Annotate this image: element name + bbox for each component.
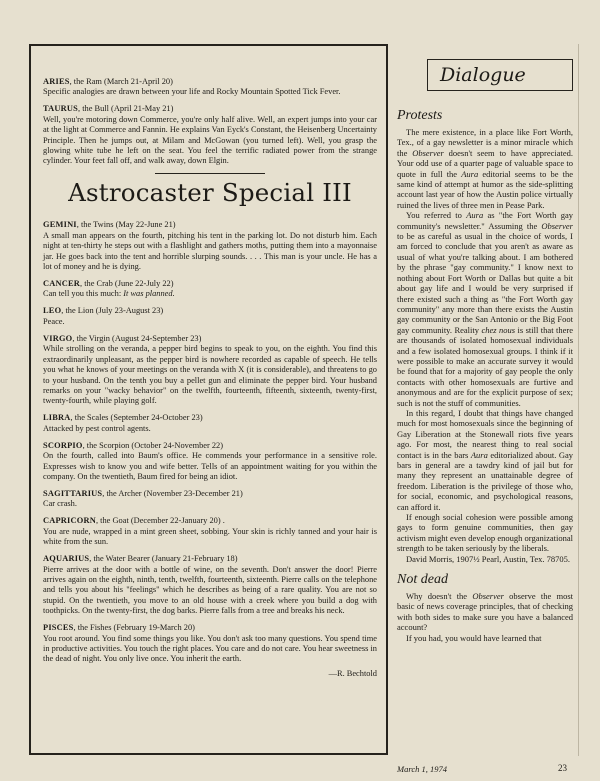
text-run: is still that there are thousands of isolated homosexual individuals and a few isolated homosexual groups. I think if it were possible to make an accurate survey it would be found that for a majority of gay people the only contacts with other homosexuals are furtive and anonymous and are for the explicit purpose of sex; such is not the stuff of communities.	[397, 324, 573, 408]
horoscope-entry-sagittarius	[43, 489, 377, 510]
text-emphasis: Observer	[472, 591, 504, 602]
sign-dates: , the Ram (March 21-April 20)	[69, 77, 173, 86]
sign-dates: , the Fishes (February 19-March 20)	[73, 623, 195, 633]
letters-column	[397, 108, 573, 643]
horoscope-entry-gemini	[43, 220, 377, 272]
astrocaster-box	[29, 44, 388, 755]
sign-dates: , the Goat (December 22-January 20) .	[95, 516, 225, 526]
letter-paragraph	[397, 408, 573, 512]
sign-text: You root around. You find some things you like. You don't ask too many questions. You spend time in productive activities. You touch the right places. You care and do not care. You hear sweetness in the dead of night. You only live once. You inherit the earth.	[43, 633, 377, 664]
sign-name: TAURUS	[43, 104, 79, 114]
text-run: The mere existence, in a place like Fort Worth, Tex., of a gay newsletter is a minor miracle which the	[397, 127, 573, 158]
issue-date: March 1, 1974	[397, 764, 447, 774]
letter-heading-not-dead: Not dead	[397, 572, 448, 588]
horoscope-entry-leo	[43, 306, 377, 327]
text-run: as "the Fort Worth gay community's newsletter." Assuming the	[397, 210, 573, 231]
sign-name: GEMINI	[43, 220, 77, 230]
sign-name: CAPRICORN	[43, 516, 96, 526]
dialogue-header-text: Dialogue	[440, 64, 526, 86]
sign-text: Attacked by pest control agents.	[43, 423, 151, 433]
sign-text: Pierre arrives at the door with a bottle of wine, on the seventh. Don't answer the door! Pierre arrives again on the eighth, ninth, tenth, twelfth, fourteenth, sixteenth. Pierre calls on the telephone and tells you about his "feelings" which he describes as being of a rare quality. You are not so stupid. On the twentieth, you move to an old house with a creek where you build a dog with toothpicks. On the twenty-first, the dog barks. Pierre falls from a tree and breaks his neck.	[43, 564, 377, 616]
letter-paragraph	[397, 127, 573, 210]
horoscope-entry-aquarius	[43, 554, 377, 616]
text-emphasis: chez nous	[481, 324, 516, 335]
text-run: to be as careful as usual in the choice of words, I am forced to conclude that you aren't as aware as usual of what you're talking about. I am bothered by the phrase "gay community." I know next to nothing about Fort Worth or Dallas but quite a bit about gay life and I would be very surprised if there existed such a thing as "the Fort Worth gay community" any more than there exists the Austin gay community or the San Antonio or the Big Foot gay community. Reality	[397, 231, 573, 335]
sign-name: SCORPIO	[43, 440, 83, 450]
title-divider	[155, 173, 265, 174]
sign-dates: , the Archer (November 23-December 21)	[102, 488, 243, 498]
sign-dates: , the Bull (April 21-May 21)	[78, 104, 174, 114]
text-run: Why doesn't the	[406, 591, 473, 602]
horoscope-entry-taurus	[43, 104, 377, 166]
sign-dates: , the Twins (May 22-June 21)	[76, 220, 176, 230]
dialogue-section-header	[427, 59, 573, 91]
sign-dates: , the Lion (July 23-August 23)	[61, 306, 164, 316]
letter-heading-protests: Protests	[397, 108, 443, 123]
text-emphasis: Observer	[412, 147, 444, 158]
sign-text: On the fourth, called into Baum's office. He commends your performance in a sensitive role. Expresses wish to know you and wife better. Tells of an appointment waiting for you within the company. On the twentieth, Baum fired for being an idiot.	[43, 451, 377, 481]
text-emphasis: Aura	[466, 210, 484, 221]
page-number: 23	[558, 763, 567, 773]
margin-rule	[578, 44, 579, 756]
sign-name: LEO	[43, 306, 62, 316]
horoscope-entry-libra	[43, 413, 377, 434]
horoscope-entry-virgo	[43, 334, 377, 407]
text-run: You referred to	[406, 210, 467, 221]
letter-paragraph	[397, 210, 573, 408]
sign-dates: , the Scorpion (October 24-November 22)	[82, 440, 224, 450]
sign-name: VIRGO	[43, 333, 73, 343]
sign-text: While strolling on the veranda, a pepper bird begins to speak to you, on the eighth. You find this extraordinarily unpleasant, as the pepper bird is nowhere recorded as capable of speech. He tells you what he knows of your meetings on the veranda with X (it is considerable), and threatens to go to your husband. On the tenth you buy a pellet gun and eliminate the pepper bird. Your husband remarks on your "wacky behavior" on the twelfth, fourteenth, fifteenth, sixteenth, twenty-first, twenty-fourth, while playing golf.	[43, 344, 377, 406]
sign-text: Well, you're motoring down Commerce, you're only half alive. Well, an expert jumps into your car at the light at Commerce and Fannin. He explains Van Eyck's Constant, the Heisenberg Uncertainty Principle. Then he jumps out, at Milam and McGowan (you turned left). Well, you grasp the glowing white tube he left on the seat. You feel the terrific radiated power from the strange cylinder. Your feet fall off, and walk away, down Elgin.	[43, 114, 377, 166]
horoscope-entry-scorpio	[43, 441, 377, 483]
text-run: doesn't seem to have appreciated. Your odd use of a quarter page of valuable space to quote in full the	[397, 147, 574, 179]
letter-paragraph	[397, 591, 573, 633]
sign-text: A small man appears on the fourth, pitching his tent in the parking lot. Do not disturb him. Each night at ten-thirty he steps out with a flashlight and gathers moths, putting them into a mayonnaise jar. He goes back into the tent and horrible slurping sounds. . . . This man is your uncle. He has a lot of money and he is dying.	[43, 230, 377, 272]
text-run: editorialized about. Gay bars in general are a tawdry kind of jail but for many they represent an unattainable degree of freedom. Liberation is the privilege of those who, for social, economic, and psychological reasons, can afford it.	[397, 449, 573, 512]
horoscope-entry-pisces	[43, 623, 377, 665]
sign-name: SAGITTARIUS	[43, 488, 103, 498]
sign-text: You are nude, wrapped in a mint green sheet, sobbing. Your skin is richly tanned and your hair is white from the sun.	[43, 526, 377, 547]
sign-name: ARIES	[43, 77, 70, 86]
sign-text: Peace.	[43, 316, 65, 326]
text-run: In this regard, I doubt that things have changed much for most homosexuals since the beginning of Gay Liberation at the Stonewall riots five years ago. For most, the nearest thing to real social contact is in the bars	[397, 407, 573, 460]
horoscope-entry-aries	[43, 77, 377, 98]
sign-text-emphasis: It was planned.	[123, 289, 175, 299]
sign-name: CANCER	[43, 279, 81, 289]
sign-name: LIBRA	[43, 413, 71, 423]
sign-name: AQUARIUS	[43, 554, 90, 564]
sign-text-plain: Can tell you this much:	[43, 289, 124, 299]
text-emphasis: Aura	[470, 449, 488, 460]
sign-dates: , the Virgin (August 24-September 23)	[72, 333, 202, 343]
text-run: editorial seems to be the same kind of attempt at humor as the side-splitting account last year of how the Austin police virtually ruined the lives of three men in Pease Park.	[397, 168, 573, 210]
sign-dates: , the Crab (June 22-July 22)	[80, 279, 174, 289]
letter-signature: David Morris, 1907½ Pearl, Austin, Tex. 78705.	[406, 553, 571, 564]
article-title: Astrocaster Special III	[68, 178, 352, 208]
sign-dates: , the Water Bearer (January 21-February 18)	[89, 554, 238, 564]
sign-name: PISCES	[43, 623, 74, 633]
sign-text	[43, 289, 377, 299]
text-emphasis: Observer	[541, 220, 573, 231]
letter-paragraph: If you had, you would have learned that	[406, 632, 542, 643]
author-signoff: —R. Bechtold	[328, 669, 377, 679]
sign-dates: , the Scales (September 24-October 23)	[70, 413, 203, 423]
text-emphasis: Aura	[461, 168, 479, 179]
text-run: observe the most basic of news coverage principles, that of checking with both sides to make sure you have a balanced account?	[397, 591, 573, 633]
horoscope-entry-cancer	[43, 279, 377, 300]
sign-text: Car crash.	[43, 499, 77, 509]
horoscope-entry-capricorn	[43, 516, 377, 547]
sign-text: Specific analogies are drawn between your life and Rocky Mountain Spotted Tick Fever.	[43, 87, 341, 97]
letter-paragraph: If enough social cohesion were possible among gays to form genuine communities, then gay activism might even develop enough organizational strength to be taken seriously by the liberals.	[397, 512, 573, 554]
